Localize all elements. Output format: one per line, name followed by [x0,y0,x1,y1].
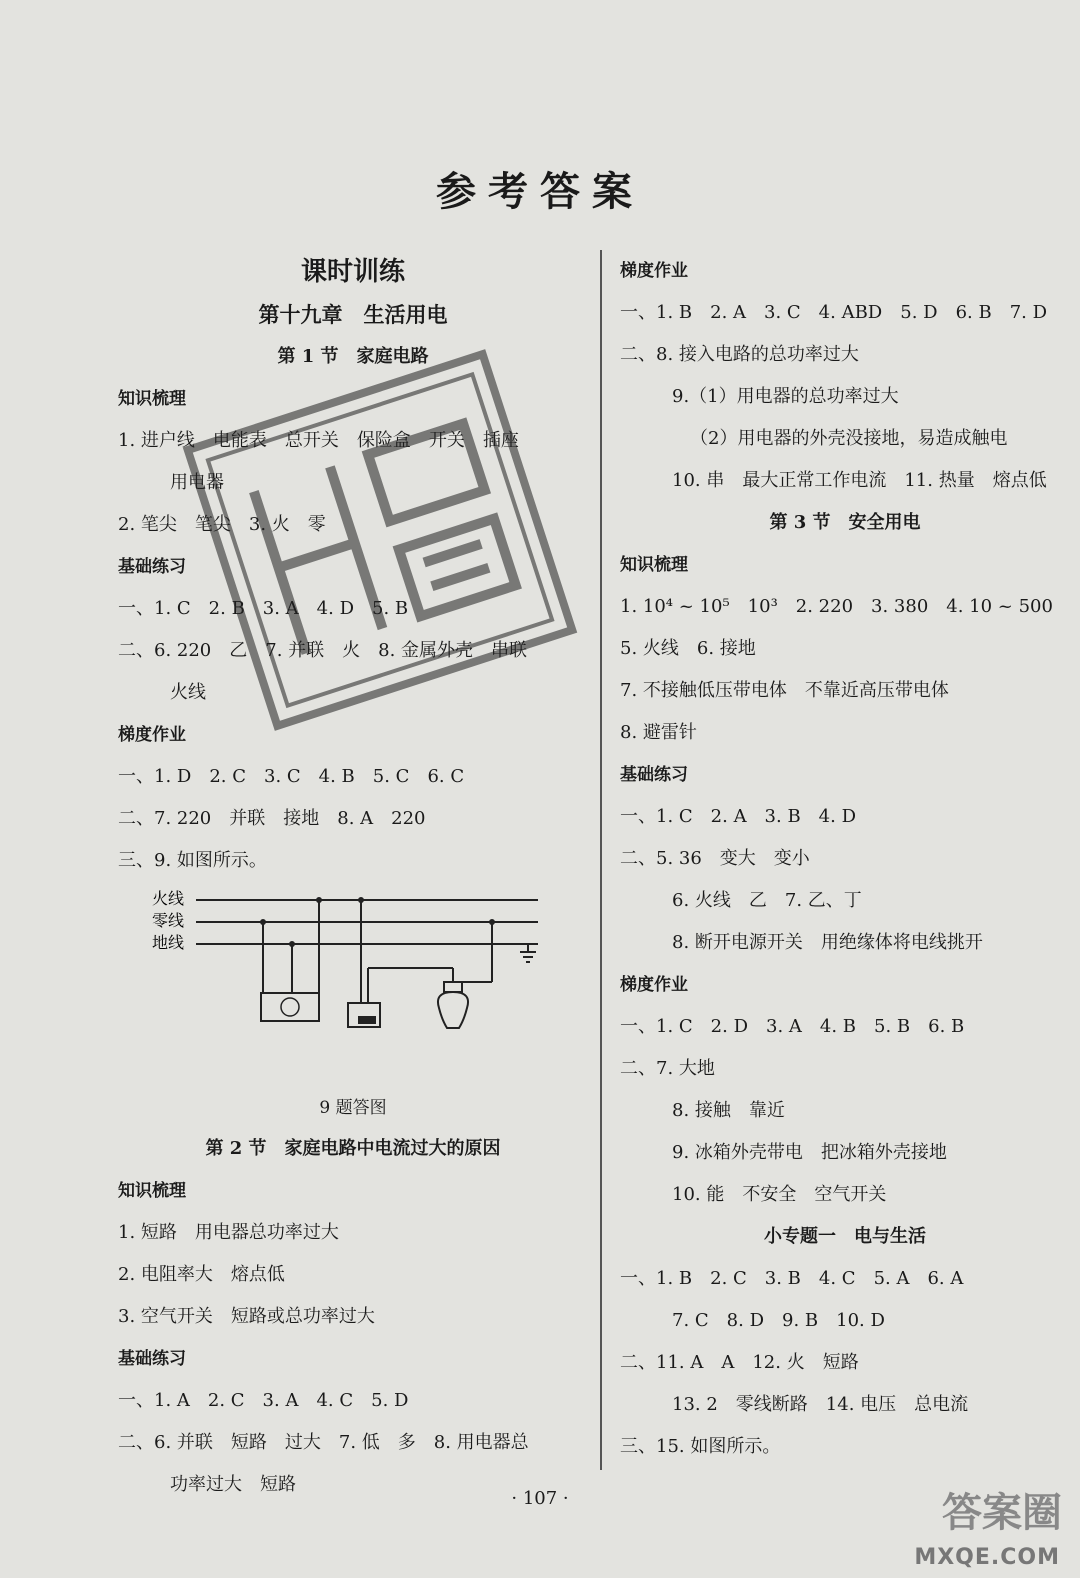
section-label: 梯度作业 [620,261,688,281]
answer-line: 2. 笔尖 笔尖 3. 火 零 [118,514,326,535]
answer-line: 用电器 [170,472,224,493]
circuit-diagram [118,888,548,1088]
page-title: 参考答案 [436,168,644,215]
socket-icon [260,897,322,1021]
answer-line: 二、8. 接入电路的总功率过大 [620,344,859,365]
section-heading: 课时训练 [300,257,405,287]
page-number: · 107 · [511,1488,569,1509]
section-label: 知识梳理 [118,1181,186,1201]
answer-line: 二、5. 36 变大 变小 [620,848,810,869]
answer-line: 二、6. 并联 短路 过大 7. 低 多 8. 用电器总 [118,1432,529,1453]
light-bulb-icon [438,919,495,1028]
right-column [620,250,1070,1468]
answer-line: 6. 火线 乙 7. 乙、丁 [672,890,862,911]
answer-line: 功率过大 短路 [170,1474,296,1495]
answer-line: 一、1. C 2. A 3. B 4. D [620,806,857,827]
answer-line: 一、1. D 2. C 3. C 4. B 5. C 6. C [118,766,465,787]
answer-line: 三、9. 如图所示。 [118,850,267,871]
answer-line: 3. 空气开关 短路或总功率过大 [118,1306,375,1327]
section-label: 基础练习 [118,1349,186,1369]
answer-line: 2. 电阻率大 熔点低 [118,1264,285,1285]
answer-line: 一、1. C 2. D 3. A 4. B 5. B 6. B [620,1016,965,1037]
answer-line: 1. 短路 用电器总功率过大 [118,1222,339,1243]
answer-line: 二、7. 220 并联 接地 8. A 220 [118,808,426,829]
watermark-logo: 答案圈 [942,1490,1062,1536]
answer-line: 1. 进户线 电能表 总开关 保险盒 开关 插座 [118,430,519,451]
answer-line: 火线 [170,682,206,703]
subsection-heading: 第 1 节 家庭电路 [277,346,429,367]
subsection-heading: 小专题一 电与生活 [764,1226,926,1247]
answer-line: 8. 断开电源开关 用绝缘体将电线挑开 [672,932,983,953]
zero-wire-label: 零线 [152,911,185,930]
answer-line: 10. 串 最大正常工作电流 11. 热量 熔点低 [672,470,1047,491]
ground-wire-label: 地线 [152,933,185,952]
subsection-heading: 第 3 节 安全用电 [769,512,921,533]
switch-icon [348,897,453,1027]
answer-line: 7. C 8. D 9. B 10. D [672,1310,885,1331]
chapter-heading: 第十九章 生活用电 [258,302,448,327]
answer-line: 一、1. B 2. C 3. B 4. C 5. A 6. A [620,1268,964,1289]
answer-line: 7. 不接触低压带电体 不靠近高压带电体 [620,680,949,701]
answer-line: 三、15. 如图所示。 [620,1436,781,1457]
section-label: 梯度作业 [620,975,688,995]
answer-line: 二、6. 220 乙 7. 并联 火 8. 金属外壳 串联 [118,640,528,661]
answer-line: 1. 10⁴ ~ 10⁵ 10³ 2. 220 3. 380 4. 10 ~ 500 [620,596,1053,617]
answer-line: 一、1. A 2. C 3. A 4. C 5. D [118,1390,409,1411]
section-label: 基础练习 [118,557,186,577]
watermark-site: MXQE.COM [914,1545,1060,1570]
answer-line: 13. 2 零线断路 14. 电压 总电流 [672,1394,969,1415]
answer-line: 二、11. A A 12. 火 短路 [620,1352,859,1373]
answer-line: 10. 能 不安全 空气开关 [672,1184,887,1205]
right-lines [620,250,1070,1468]
section-label: 知识梳理 [620,555,688,575]
section-label: 梯度作业 [118,725,186,745]
column-divider [600,250,602,1470]
answer-line: 一、1. B 2. A 3. C 4. ABD 5. D 6. B 7. D [620,302,1048,323]
section-label: 基础练习 [620,765,688,785]
answer-line: 9. 冰箱外壳带电 把冰箱外壳接地 [672,1142,947,1163]
answer-line: 5. 火线 6. 接地 [620,638,756,659]
subsection-heading: 第 2 节 家庭电路中电流过大的原因 [205,1138,501,1159]
answer-line: 8. 接触 靠近 [672,1100,785,1121]
left-lines-2 [118,1128,588,1506]
answer-line: 二、7. 大地 [620,1058,715,1079]
answer-line: （2）用电器的外壳没接地，易造成触电 [690,428,1008,449]
answer-line: 8. 避雷针 [620,722,697,743]
answer-line: 一、1. C 2. B 3. A 4. D 5. B [118,598,409,619]
diagram-caption: 9 题答图 [319,1098,387,1118]
section-label: 知识梳理 [118,389,186,409]
fire-wire-label: 火线 [152,889,185,908]
answer-line: 9.（1）用电器的总功率过大 [672,386,899,407]
